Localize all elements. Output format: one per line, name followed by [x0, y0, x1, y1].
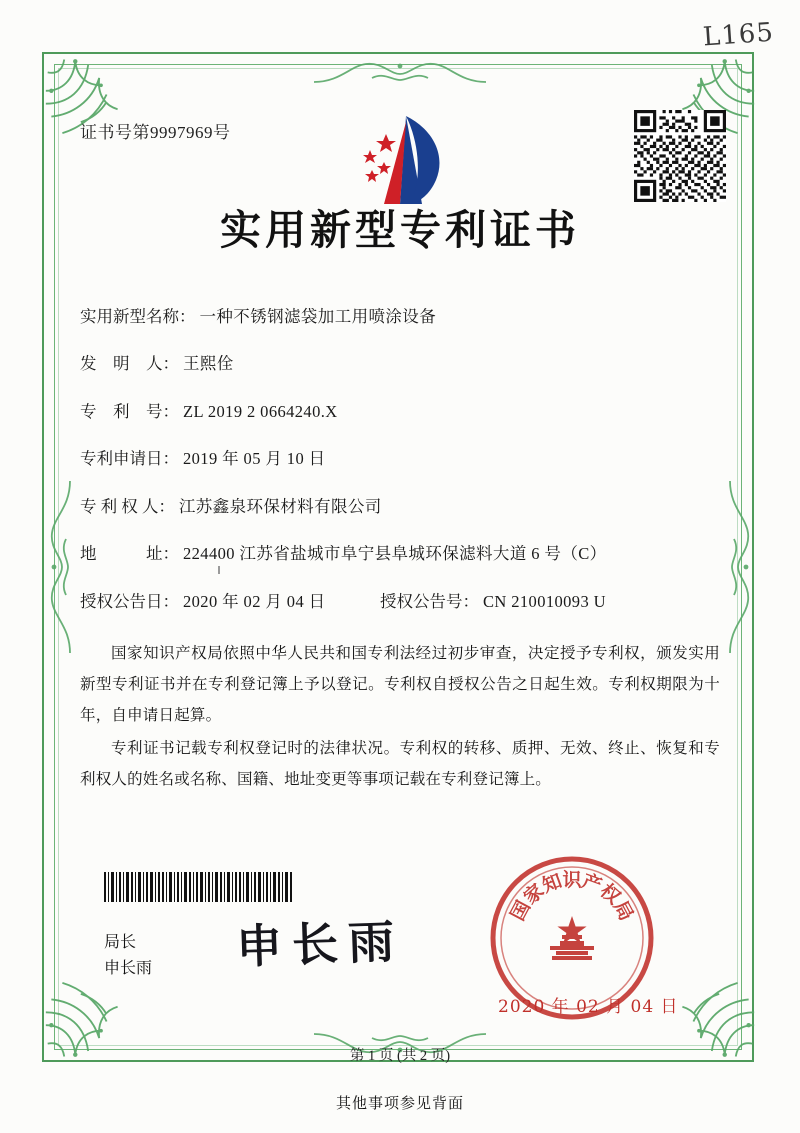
scan-artifact	[218, 566, 220, 574]
field-row-patent-number	[80, 401, 720, 422]
certificate-fields	[80, 306, 720, 612]
field-value: 王熙佺	[183, 354, 234, 374]
director-block	[104, 930, 152, 981]
field-value: 江苏鑫泉环保材料有限公司	[178, 496, 382, 516]
svg-text:权: 权	[595, 879, 625, 909]
field-value: ZL 2019 2 0664240.X	[183, 401, 338, 421]
director-label: 局长	[104, 934, 137, 951]
field-row-patentee	[80, 496, 720, 517]
field-value: 2019 年 05 月 10 日	[183, 449, 326, 469]
director-signature: 申长雨	[235, 914, 405, 974]
handwritten-corner-annotation: L165	[702, 17, 775, 53]
legal-text	[80, 638, 720, 795]
field-value: CN 210010093 U	[483, 591, 606, 611]
svg-text:国: 国	[506, 897, 535, 925]
field-label: 实用新型名称：	[80, 307, 196, 326]
field-row-grant-announcement	[80, 591, 720, 612]
certificate-content	[80, 90, 720, 797]
seal-date: 2020 年 02 月 04 日	[498, 997, 679, 1017]
field-label: 授权公告日：	[80, 591, 179, 611]
field-row-application-date	[80, 448, 720, 469]
svg-text:知: 知	[539, 869, 565, 898]
grant-number-group	[380, 591, 606, 612]
svg-text:家: 家	[519, 879, 549, 909]
field-value: 一种不锈钢滤袋加工用喷涂设备	[199, 307, 437, 326]
grant-date-group	[80, 591, 380, 612]
field-label: 授权公告号：	[380, 591, 479, 611]
legal-paragraph-2: 专利证书记载专利权登记时的法律状况。专利权的转移、质押、无效、终止、恢复和专利权人的姓名或名称、国籍、地址变更等事项记载在专利登记簿上。	[80, 740, 720, 789]
field-value: 2020 年 02 月 04 日	[183, 591, 326, 611]
field-row-utility-model-name	[80, 306, 720, 327]
barcode	[104, 872, 294, 902]
edge-ornament-icon	[310, 52, 490, 86]
field-label: 专 利 号：	[80, 401, 179, 421]
page-indicator: 第 1 页 (共 2 页)	[349, 1048, 451, 1064]
svg-text:识: 识	[562, 869, 582, 891]
field-label: 地 址：	[80, 544, 179, 564]
svg-text:产: 产	[579, 869, 605, 898]
certificate-number: 证书号第9997969号	[80, 123, 231, 142]
field-label: 发 明 人：	[80, 354, 179, 374]
edge-ornament-icon	[726, 477, 760, 657]
field-label: 专利申请日：	[80, 449, 179, 469]
certificate-title: 实用新型专利证书	[220, 206, 580, 254]
field-value: 224400 江苏省盐城市阜宁县阜城环保滤料大道 6 号（C）	[183, 544, 607, 564]
field-row-inventor	[80, 353, 720, 374]
field-label: 专 利 权 人：	[80, 496, 175, 516]
legal-paragraph-1: 国家知识产权局依照中华人民共和国专利法经过初步审查，决定授予专利权，颁发实用新型专利证书并在专利登记簿上予以登记。专利权自授权公告之日起生效。专利权期限为十年，自申请日起算。	[80, 645, 720, 725]
svg-text:局: 局	[609, 897, 638, 925]
edge-ornament-icon	[40, 477, 74, 657]
director-name: 申长雨	[104, 959, 153, 977]
field-row-address	[80, 543, 720, 564]
footer-note: 其他事项参见背面	[335, 1096, 464, 1112]
